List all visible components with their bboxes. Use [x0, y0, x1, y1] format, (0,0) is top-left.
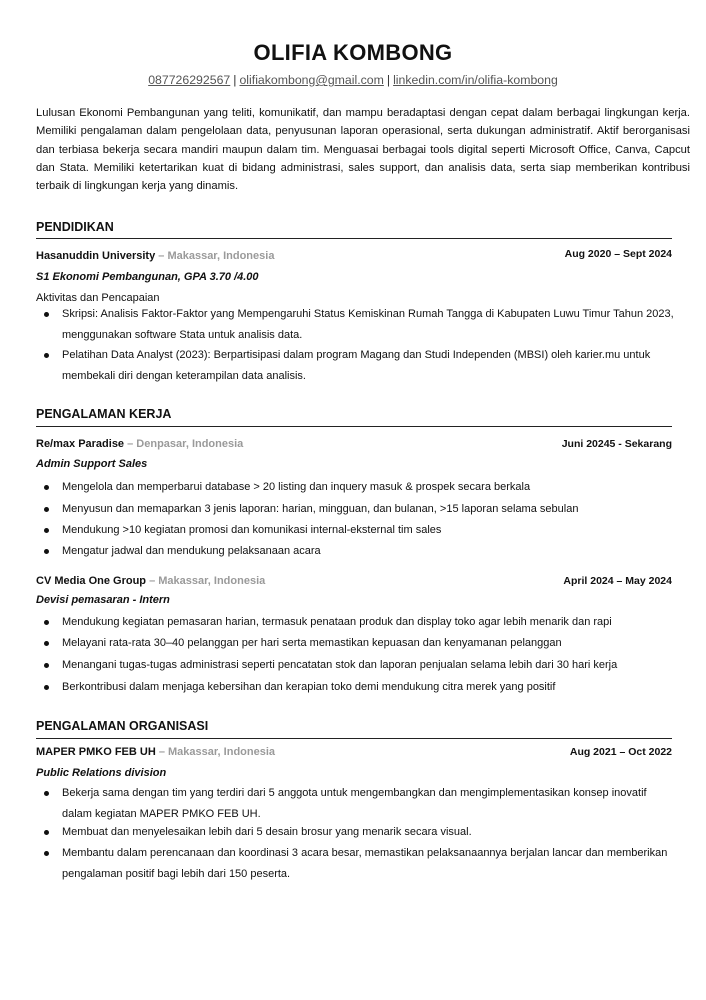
bullet-dot	[44, 507, 49, 512]
section-divider	[36, 426, 672, 427]
section-divider	[36, 738, 672, 739]
job-role: Devisi pemasaran - Intern	[36, 594, 170, 606]
section-title-organization: PENGALAMAN ORGANISASI	[36, 719, 209, 733]
bullet-dot	[44, 485, 49, 490]
bullet-dot	[44, 312, 49, 317]
linkedin-link[interactable]: linkedin.com/in/olifia-kombong	[393, 73, 558, 87]
list-item: Bekerja sama dengan tim yang terdiri dari 5 anggota untuk mengembangkan dan mengimplementasikan konsep inovatif dalam kegiatan MAPER PMKO FEB UH.	[44, 783, 674, 825]
bullet-dot	[44, 641, 49, 646]
bullet-dot	[44, 830, 49, 835]
company-location: – Makassar, Indonesia	[149, 575, 266, 587]
company-name: Re/max Paradise	[36, 438, 125, 450]
company-name: CV Media One Group	[36, 575, 147, 587]
job-header	[36, 438, 672, 450]
bullet-dot	[44, 620, 49, 625]
list-item: Berkontribusi dalam menjaga kebersihan dan kerapian toko demi mendukung citra merek yang positif	[44, 677, 674, 698]
bullet-dot	[44, 353, 49, 358]
organization-role: Public Relations division	[36, 767, 167, 779]
organization-location: – Makassar, Indonesia	[158, 746, 276, 758]
contact-separator: |	[233, 73, 237, 87]
email-link[interactable]: olifiakombong@gmail.com	[239, 73, 384, 87]
job-date: April 2024 – May 2024	[563, 575, 672, 587]
list-item: Melayani rata-rata 30–40 pelanggan per hari serta memastikan kepuasan dan kenyamanan pelanggan	[44, 633, 674, 654]
list-item: Pelatihan Data Analyst (2023): Berpartisipasi dalam program Magang dan Studi Independen (MBSI) oleh karier.mu untuk membekali diri dengan keterampilan data analisis.	[44, 345, 674, 387]
job-role: Admin Support Sales	[36, 458, 148, 470]
phone-link[interactable]: 087726292567	[148, 73, 231, 87]
bullet-dot	[44, 549, 49, 554]
list-item: Mendukung >10 kegiatan promosi dan komunikasi internal-eksternal tim sales	[44, 520, 674, 541]
job-header	[36, 575, 672, 587]
organization-date: Aug 2021 – Oct 2022	[569, 746, 672, 758]
section-title-education: PENDIDIKAN	[36, 220, 114, 234]
section-title-experience: PENGALAMAN KERJA	[36, 407, 172, 421]
summary-paragraph: Lulusan Ekonomi Pembangunan yang teliti, komunikatif, dan mampu beradaptasi dengan cepat dalam berbagai lingkungan kerja. Memiliki pengalaman dalam pengelolaan data, penyusunan laporan operasional, serta dukungan administratif. Aktif berorganisasi dan terbiasa bekerja secara mandiri maupun dalam tim. Menguasai berbagai tools digital seperti Microsoft Office, Canva, Capcut dan Stata. Memiliki ketertarikan kuat di bidang administrasi, sales support, dan analisis data, serta siap memberikan kontribusi terbaik di lingkungan kerja yang dinamis.	[36, 107, 690, 193]
organization-header	[36, 746, 672, 758]
list-item: Mengatur jadwal dan mendukung pelaksanaan acara	[44, 541, 674, 562]
candidate-name: OLIFIA KOMBONG	[253, 40, 453, 65]
activities-label: Aktivitas dan Pencapaian	[36, 292, 160, 304]
list-item: Skripsi: Analisis Faktor-Faktor yang Mempengaruhi Status Kemiskinan Rumah Tangga di Kabupaten Luwu Timur Tahun 2023, menggunakan software Stata untuk analisis data.	[44, 304, 674, 346]
list-item: Menangani tugas-tugas administrasi seperti pencatatan stok dan laporan penjualan selama lebih dari 30 hari kerja	[44, 655, 674, 676]
institution-location: – Makassar, Indonesia	[158, 250, 275, 262]
institution-name: Hasanuddin University	[36, 250, 156, 262]
bullet-dot	[44, 851, 49, 856]
list-item: Menyusun dan memaparkan 3 jenis laporan: harian, mingguan, dan bulanan, >15 laporan selama sebulan	[44, 499, 674, 520]
bullet-dot	[44, 528, 49, 533]
list-item: Membuat dan menyelesaikan lebih dari 5 desain brosur yang menarik secara visual.	[44, 822, 674, 843]
education-header	[36, 250, 672, 262]
bullet-dot	[44, 685, 49, 690]
list-item: Mendukung kegiatan pemasaran harian, termasuk penataan produk dan display toko agar lebih menarik dan rapi	[44, 612, 674, 633]
organization-name: MAPER PMKO FEB UH	[36, 746, 156, 758]
section-divider	[36, 238, 672, 239]
list-item: Mengelola dan memperbarui database > 20 listing dan inquery masuk & prospek secara berkala	[44, 477, 674, 498]
job-date: Juni 20245 - Sekarang	[561, 438, 672, 450]
contact-separator: |	[386, 73, 391, 87]
bullet-dot	[44, 663, 49, 668]
list-item: Membantu dalam perencanaan dan koordinasi 3 acara besar, memastikan pelaksanaannya berjalan lancar dan memberikan pengalaman positif bagi lebih dari 150 peserta.	[44, 843, 674, 885]
degree: S1 Ekonomi Pembangunan, GPA 3.70 /4.00	[36, 271, 259, 283]
contact-line	[0, 73, 706, 87]
bullet-dot	[44, 791, 49, 796]
company-location: – Denpasar, Indonesia	[127, 438, 244, 450]
education-date: Aug 2020 – Sept 2024	[564, 248, 672, 260]
